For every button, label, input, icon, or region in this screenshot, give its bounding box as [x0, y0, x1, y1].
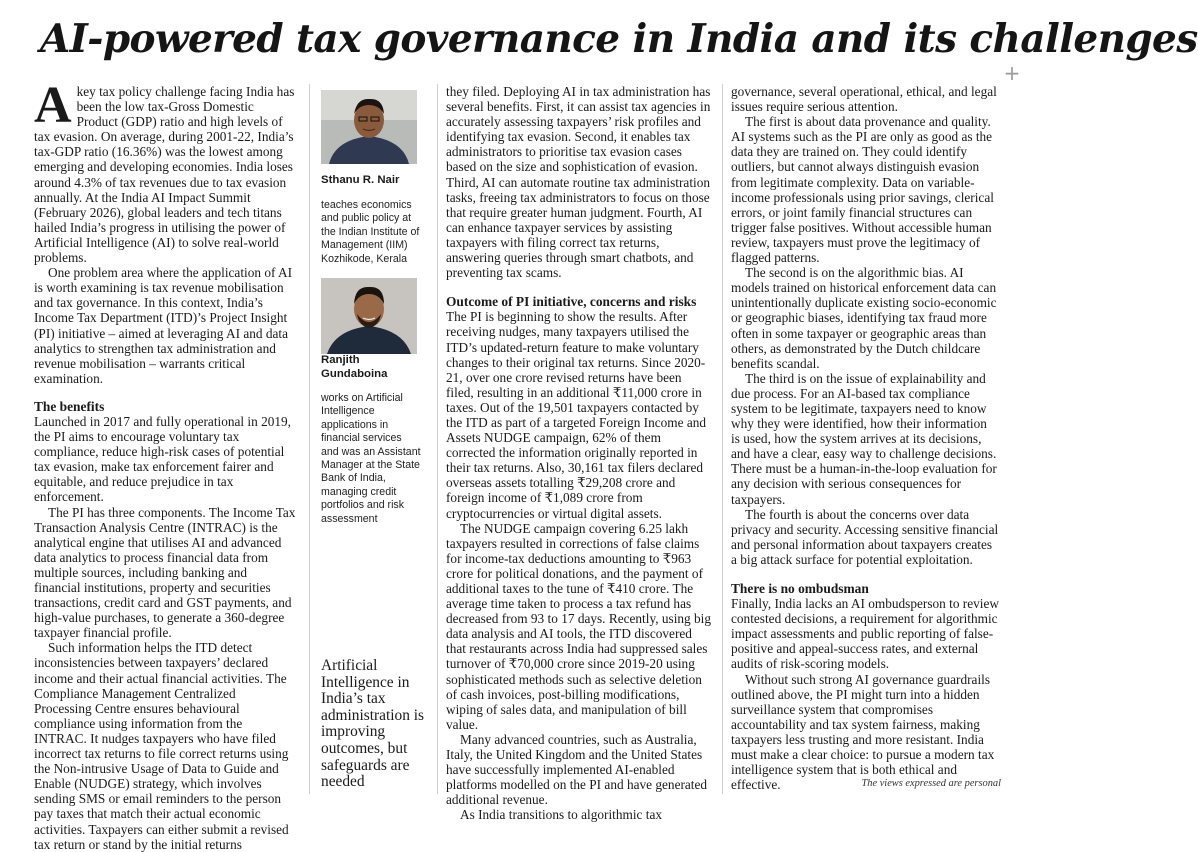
paragraph: Finally, India lacks an AI ombudsperson to review contested decisions, a requirement for algorithmic impact assessments and public reporting of false-positive and appeal-success rates, and external audits of risk-scoring models. — [731, 596, 999, 672]
paragraph: The second is on the algorithmic bias. AI models trained on historical enforcement data can unintentionally duplicate existing socio-economic or geographic biases, identifying tax fraud more often in some taxpayer or geographic areas than others, as demonstrated by the Dutch childcare benefits scandal. — [731, 265, 997, 371]
section-heading: There is no ombudsman — [731, 581, 869, 596]
paragraph: The first is about data provenance and quality. AI systems such as the PI are only as good as the data they are trained on. They could identify outliers, but cannot always distinguish evasion from legitimate complexity. Data on variable-income professionals using prior savings, clerical errors, or joint family financial structures can trigger false positives. Without accessible human review, taxpayers must prove the legitimacy of flagged patterns. — [731, 114, 994, 266]
footnote: The views expressed are personal — [861, 778, 1001, 789]
paragraph: Such information helps the ITD detect inconsistencies between taxpayers’ declared income and their actual financial activities. The Compliance Management Centralized Processing Centre ensures behavioural compliance using information from the INTRAC. It nudges taxpayers who have filed incorrect tax returns to file correct returns using the Non-intrusive Usage of Data to Guide and Enable (NUDGE) strategy, which involves sending SMS or email reminders to the person pay taxes that match their actual economic activities. Taxpayers can either submit a revised tax return or stand by the initial returns — [34, 640, 289, 852]
paragraph: they filed. Deploying AI in tax administration has several benefits. First, it can assist tax agencies in accurately assessing taxpayers’ risk profiles and identifying tax evasion. Second, it enables tax administrators to prioritise tax evasion cases based on the size and sophistication of evasion. Third, AI can automate routine tax administration tasks, freeing tax administrators to focus on those that require greater human judgment. Fourth, AI can enhance taxpayer services by assisting taxpayers with filing correct tax returns, answering queries through smart chatbots, and preventing tax scams. — [446, 84, 711, 281]
paragraph-text: key tax policy challenge facing India has been the low tax-Gross Domestic Product (GDP) ratio and high levels of tax evasion. On average, during 2001-22, India’s tax-GDP ratio (16.36%) was the lowest among emerging and developing economies. India loses around 4.3% of tax revenues due to tax evasion annually. At the India AI Impact Summit (February 2026), global leaders and tech titans hailed India’s progress in utilising the power of Artificial Intelligence (AI) to solve real-world problems. — [34, 84, 295, 266]
author-bio: teaches economics and public policy at the Indian Institute of Management (IIM) Kozhikode, Kerala — [321, 199, 420, 265]
author-photo — [321, 90, 417, 164]
section-heading: The benefits — [34, 398, 105, 414]
paragraph: The third is on the issue of explainability and due process. For an AI-based tax compliance system to be legitimate, taxpayers need to know why they were identified, how their information is used, how the system arrives at its decisions, and have a clear, easy way to challenge decisions. There must be a human-in-the-loop evaluation for any decision with serious consequences for taxpayers. — [731, 370, 997, 507]
paragraph: The PI is beginning to show the results. After receiving nudges, many taxpayers utilised the ITD’s updated-return feature to make voluntary changes to their original tax returns. Since 2020-21, over one crore revised returns have been filed, resulting in an additional ₹11,000 crore in taxes. Out of the 19,501 taxpayers contacted by the ITD as part of a targeted Foreign Income and Assets NUDGE campaign, 62% of them corrected the information originally reported in their tax returns. Also, 30,161 tax filers declared overseas assets totalling ₹29,208 crore and foreign income of ₹1,089 crore from cryptocurrencies or virtual digital assets. — [446, 309, 707, 521]
author-name: Ranjith Gundaboina — [321, 354, 388, 380]
paragraph: The fourth is about the concerns over data privacy and security. Accessing sensitive financial and personal information about taxpayers creates a big attack surface for potential exploitation. — [731, 506, 999, 567]
section-heading: Outcome of PI initiative, concerns and risks — [446, 294, 697, 310]
plus-icon[interactable]: + — [1003, 61, 1021, 85]
paragraph: Many advanced countries, such as Australia, Italy, the United Kingdom and the United States have successfully implemented AI-enabled platforms modelled on the PI and have generated additional revenue. — [446, 731, 708, 808]
column-divider — [309, 84, 310, 794]
author-photo-icon — [321, 90, 417, 164]
article-column-3 — [446, 84, 712, 823]
paragraph: Without such strong AI governance guardrails outlined above, the PI might turn into a hidden surveillance system that compromises accountability and tax system fairness, making taxpayers less trusting and more resistant. India must make a clear choice: to pursue a modern tax intelligence system that is both ethical and effective. — [731, 671, 995, 793]
paragraph: governance, several operational, ethical, and legal issues require serious attention. — [731, 84, 997, 115]
author-name: Sthanu R. Nair — [321, 174, 400, 186]
paragraph: One problem area where the application of AI is worth examining is tax revenue mobilisation and tax governance. In this context, India’s Income Tax Department (ITD)’s Project Insight (PI) initiative – aimed at leveraging AI and data analytics to strengthen tax administration and revenue mobilisation – warrants critical examination. — [34, 265, 293, 386]
article-column-1 — [34, 77, 296, 852]
paragraph: As India transitions to algorithmic tax — [460, 807, 663, 823]
paragraph: The PI has three components. The Income Tax Transaction Analysis Centre (INTRAC) is the analytical engine that utilises AI and advanced data analytics to process financial data from multiple sources, including banking and financial institutions, property and securities transactions, credit card and GST payments, and high-value purchases, to generate a 360-degree taxpayer financial profile. — [34, 504, 296, 641]
paragraph: The NUDGE campaign covering 6.25 lakh taxpayers resulted in corrections of false claims for income-tax deductions amounting to ₹963 crore for political donations, and the payment of additional taxes to the tune of ₹410 crore. The average time taken to process a tax refund has decreased from 93 to 17 days. Recently, using big data analysis and AI tools, the ITD discovered that restaurants across India had suppressed sales turnover of ₹70,000 crore since 2019-20 using sophisticated methods such as selective deletion of cash invoices, post-billing modifications, wiping of sales data, and manipulation of bill value. — [446, 520, 712, 732]
paragraph: Launched in 2017 and fully operational in 2019, the PI aims to encourage voluntary tax compliance, reduce high-risk cases of potential tax evasion, make tax enforcement fairer and equitable, and reduce prejudice in tax enforcement. — [34, 413, 292, 505]
pull-quote: Artificial Intelligence in India’s tax administration is improving outcomes, but safeguards are needed — [321, 657, 425, 791]
author-photo-icon — [321, 278, 417, 354]
column-divider — [722, 84, 723, 794]
drop-cap: A — [34, 77, 72, 134]
headline: AI-powered tax governance in India and its challenges — [40, 16, 1198, 62]
column-divider — [437, 84, 438, 794]
author-bio: works on Artificial Intelligence applications in financial services and was an Assistant Manager at the State Bank of India, managing credit portfolios and risk assessment — [321, 392, 421, 525]
author-photo — [321, 278, 417, 354]
paragraph — [34, 77, 296, 266]
